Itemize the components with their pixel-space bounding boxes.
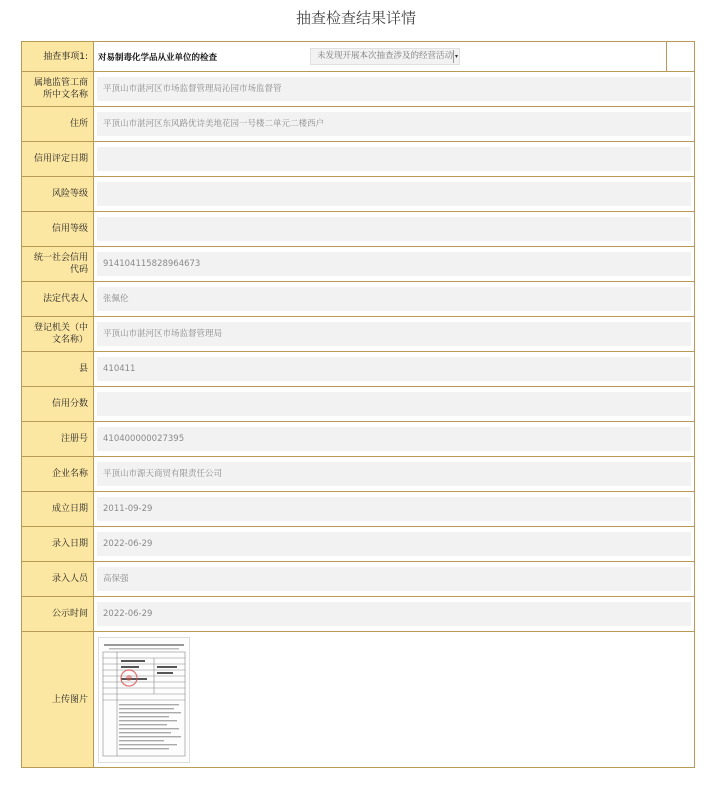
field-row — [22, 457, 694, 492]
field-label: 信用等级 — [22, 212, 94, 246]
field-value — [97, 392, 691, 416]
field-label: 录入日期 — [22, 527, 94, 561]
field-value: 平顶山市源天商贸有限责任公司 — [97, 462, 691, 486]
field-label: 录入人员 — [22, 562, 94, 596]
upload-label: 上传图片 — [22, 632, 94, 767]
field-value: 平顶山市湛河区东风路优诗美地花园一号楼二单元二楼西户 — [97, 112, 691, 136]
chevron-down-icon: ▾ — [453, 50, 459, 63]
field-value: 410411 — [97, 357, 691, 381]
field-value: 高保强 — [97, 567, 691, 591]
field-label: 登记机关（中文名称） — [22, 317, 94, 351]
check-result-select[interactable] — [310, 48, 460, 65]
field-row — [22, 72, 694, 107]
field-row — [22, 317, 694, 352]
check-result-value: 未发现开展本次抽查涉及的经营活动 — [317, 51, 454, 61]
field-label: 公示时间 — [22, 597, 94, 631]
field-value: 914104115828964673 — [97, 252, 691, 276]
field-row — [22, 422, 694, 457]
field-row — [22, 562, 694, 597]
field-label: 风险等级 — [22, 177, 94, 211]
field-row — [22, 387, 694, 422]
field-label: 信用评定日期 — [22, 142, 94, 176]
field-row — [22, 212, 694, 247]
field-label: 成立日期 — [22, 492, 94, 526]
field-row — [22, 527, 694, 562]
check-item-row — [22, 42, 694, 72]
field-value: 2022-06-29 — [97, 602, 691, 626]
field-label: 统一社会信用代码 — [22, 247, 94, 281]
check-item-cell — [94, 42, 667, 71]
field-value — [97, 217, 691, 241]
page-title: 抽查检查结果详情 — [295, 9, 416, 27]
field-row — [22, 352, 694, 387]
field-row — [22, 177, 694, 212]
field-label: 住所 — [22, 107, 94, 141]
field-label: 属地监管工商所中文名称 — [22, 72, 94, 106]
field-row — [22, 597, 694, 632]
field-label: 企业名称 — [22, 457, 94, 491]
field-label: 县 — [22, 352, 94, 386]
check-item-extra-cell — [667, 42, 694, 71]
field-row — [22, 247, 694, 282]
field-value: 平顶山市湛河区市场监督管理局 — [97, 322, 691, 346]
document-photo-icon[interactable] — [98, 637, 190, 763]
field-value — [97, 182, 691, 206]
field-row — [22, 492, 694, 527]
field-value: 410400000027395 — [97, 427, 691, 451]
check-item-label: 抽查事项1: — [22, 42, 94, 71]
document-photo-thumbnail — [99, 638, 189, 762]
field-label: 信用分数 — [22, 387, 94, 421]
upload-row — [22, 632, 694, 768]
field-label: 法定代表人 — [22, 282, 94, 316]
field-row — [22, 142, 694, 177]
field-row — [22, 107, 694, 142]
field-value: 2022-06-29 — [97, 532, 691, 556]
detail-form — [21, 41, 695, 768]
field-row — [22, 282, 694, 317]
field-value — [97, 147, 691, 171]
field-value: 张佩伦 — [97, 287, 691, 311]
field-label: 注册号 — [22, 422, 94, 456]
check-item-name: 对易制毒化学品从业单位的检查 — [98, 52, 218, 63]
field-value: 平顶山市湛河区市场监督管理局沁园市场监督管 — [97, 77, 691, 101]
field-value: 2011-09-29 — [97, 497, 691, 521]
